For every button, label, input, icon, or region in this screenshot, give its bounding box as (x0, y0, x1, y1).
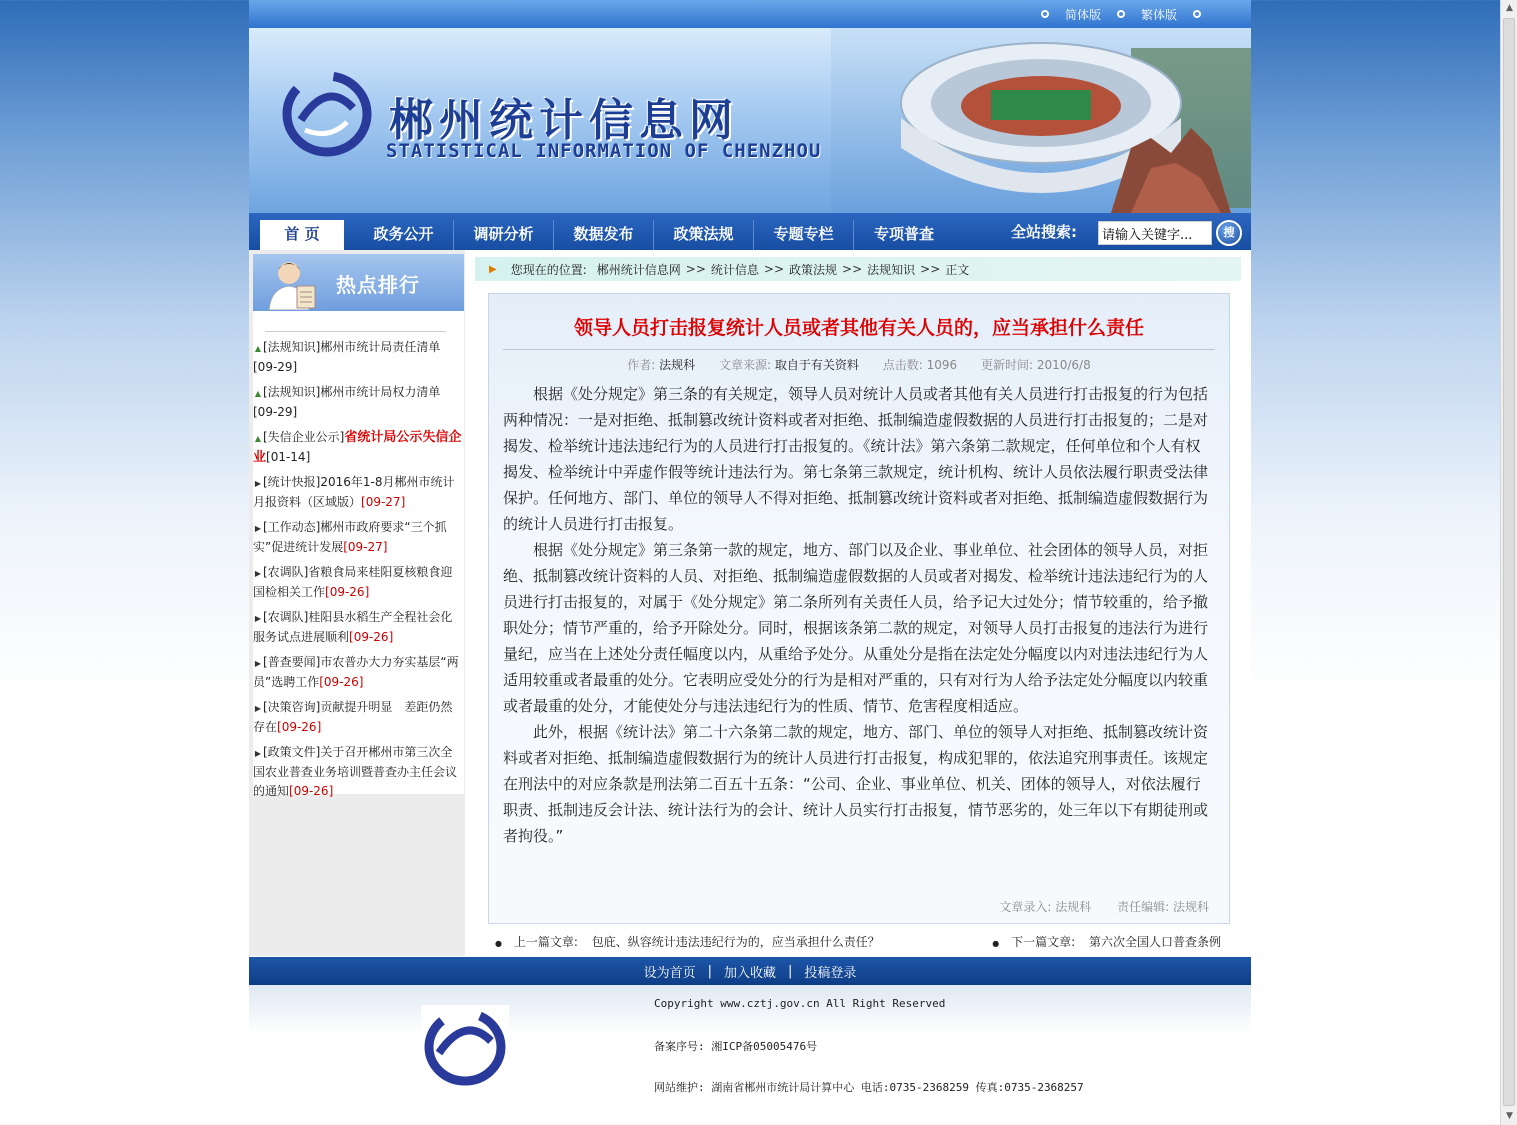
breadcrumb-law-knowledge[interactable]: 法规知识 (867, 262, 916, 277)
nav-policy[interactable]: 政策法规 (654, 220, 754, 250)
footer-sep: | (707, 963, 712, 979)
scroll-thumb[interactable] (1503, 18, 1515, 1106)
hot-ranking-item[interactable] (253, 473, 464, 518)
article-body (503, 381, 1209, 849)
hot-ranking-date: [09-26] (319, 675, 364, 689)
icp-number: 备案序号: 湘ICP备05005476号 (654, 1040, 818, 1053)
hot-ranking-item[interactable] (253, 743, 464, 807)
editor-label: 责任编辑: (1117, 900, 1170, 914)
triangle-up-icon: ▲ (254, 389, 262, 398)
hot-ranking-date: [09-26] (325, 585, 370, 599)
hot-ranking-item-text[interactable]: [决策咨询]贡献提升明显 差距仍然存在 (253, 700, 453, 734)
hot-ranking-list (253, 338, 464, 807)
breadcrumb-sep: >> (920, 262, 941, 276)
page-container (249, 0, 1251, 1108)
next-article-link[interactable]: 第六次全国人口普查条例 (1088, 935, 1221, 949)
hot-ranking-item-text[interactable]: [农调队]省粮食局来桂阳夏核粮食迎国检相关工作 (253, 565, 453, 599)
maintenance-info: 网站维护: 湖南省郴州市统计局计算中心 电话:0735-2368259 传真:0735-2368257 (654, 1081, 1084, 1094)
hot-ranking-item[interactable] (253, 563, 464, 608)
simplified-link[interactable]: 简体版 (1064, 7, 1101, 22)
hot-ranking-item-text[interactable]: [普查要闻]市农普办大力夯实基层“两员”选聘工作 (253, 655, 459, 689)
nav-research[interactable]: 调研分析 (454, 220, 554, 250)
hot-ranking-item-text[interactable]: [失信企业公示] (263, 430, 345, 444)
hot-ranking-item[interactable] (253, 518, 464, 563)
breadcrumb-prefix: 您现在的位置: (510, 262, 587, 277)
footer (249, 985, 1251, 1108)
nav-special-topics[interactable]: 专题专栏 (754, 220, 854, 250)
site-subtitle: STATISTICAL INFORMATION OF CHENZHOU (386, 140, 822, 162)
editor-person: 法规科 (1172, 900, 1209, 914)
hits-label: 点击数: (882, 358, 923, 372)
traditional-link[interactable]: 繁体版 (1140, 7, 1177, 22)
nav-census[interactable]: 专项普查 (873, 225, 934, 243)
hot-ranking-item-text[interactable]: [农调队]桂阳县水稻生产全程社会化服务试点进展顺利 (253, 610, 453, 644)
article-paragraph: 根据《处分规定》第三条第一款的规定，地方、部门以及企业、事业单位、社会团体的领导人员，对拒绝、抵制篡改统计资料的人员、对拒绝、抵制编造虚假数据的人员或者对揭发、检举统计违法违纪行为的人员进行打击报复的，对属于《处分规定》第二条所列有关责任人员，给予记大过处分；情节较重的，给予撤职处分；情节严重的，给予开除处分。同时，根据该条第二款的规定，对领导人员打击报复的违法行为进行量纪，应当在上述处分责任幅度以内，从重给予处分。从重处分是指在法定处分幅度以内对违法违纪行为人适用较重或者最重的处分。它表明应受处分的行为是相对严重的，只有对行为人给予法定处分幅度以内较重或者最重的处分，才能使处分与违法违纪行为的性质、情节、危害程度相适应。 (503, 541, 1209, 715)
article-box (488, 293, 1230, 924)
hot-ranking-date: [09-29] (253, 405, 298, 419)
article-meta (489, 356, 1229, 373)
divider (265, 331, 446, 332)
divider (503, 349, 1215, 350)
site-logo-icon (281, 70, 373, 158)
nav-home[interactable]: 首 页 (260, 220, 344, 250)
author-label: 作者: (627, 358, 656, 372)
hot-ranking-highlight[interactable]: 省统计局公示失信企业 (253, 430, 462, 465)
nav-data-release[interactable]: 数据发布 (554, 220, 654, 250)
hot-ranking-item-text[interactable]: [工作动态]郴州市政府要求“三个抓实”促进统计发展 (253, 520, 447, 554)
main-content (475, 257, 1241, 924)
article-paragraph: 根据《处分规定》第三条的有关规定，领导人员对统计人员或者其他有关人员进行打击报复的行为包括两种情况：一是对拒绝、抵制篡改统计资料或者对拒绝、抵制编造虚假数据的人员进行打击报复的；二是对揭发、检举统计违法违纪行为的人员进行打击报复的。《统计法》第六条第二款规定，任何单位和个人有权揭发、检举统计中弄虚作假等统计违法行为。第七条第三款规定，统计机构、统计人员依法履行职责受法律保护。任何地方、部门、单位的领导人不得对拒绝、抵制篡改统计资料或者对拒绝、抵制编造虚假数据行为的统计人员进行打击报复。 (503, 385, 1209, 533)
bullet-icon (1193, 10, 1201, 18)
hot-ranking-item[interactable] (253, 608, 464, 653)
breadcrumb-sep: >> (763, 262, 784, 276)
page-scrollbar[interactable] (1500, 0, 1517, 1125)
search-label: 全站搜索: (1011, 223, 1077, 241)
breadcrumb-current: 正文 (945, 262, 970, 277)
bullet-icon (1117, 10, 1125, 18)
person-icon (267, 258, 321, 310)
prev-article-link[interactable]: 包庇、纵容统计违法违纪行为的，应当承担什么责任？ (591, 935, 880, 949)
hot-ranking-title: 热点排行 (336, 273, 420, 297)
triangle-up-icon: ▲ (254, 434, 262, 443)
footer-logo-icon (421, 1005, 509, 1089)
article-paragraph: 此外，根据《统计法》第二十六条第二款的规定，地方、部门、单位的领导人对拒绝、抵制篡改统计资料或者对拒绝、抵制编造虚假数据行为的统计人员进行打击报复，构成犯罪的，依法追究刑事责任。该规定在刑法中的对应条款是刑法第二百五十五条：“公司、企业、事业单位、机关、团体的领导人，对依法履行职责、抵制违反会计法、统计法行为的会计、统计人员实行打击报复，情节恶劣的，处三年以下有期徒刑或者拘役。” (503, 723, 1209, 845)
hot-ranking-date: [09-26] (277, 720, 322, 734)
copyright: Copyright www.cztj.gov.cn All Right Reserved (654, 997, 946, 1010)
triangle-up-icon: ▲ (254, 344, 262, 353)
top-bar (249, 0, 1251, 28)
submit-login-link[interactable]: 投稿登录 (804, 965, 857, 981)
scroll-down-icon[interactable]: ▼ (1506, 1111, 1513, 1121)
search-button[interactable]: 搜 (1216, 220, 1242, 246)
triangle-right-icon: ▶ (254, 704, 262, 713)
footer-info (654, 997, 1084, 1120)
source-label: 文章来源: (718, 358, 772, 372)
triangle-right-icon: ▶ (254, 569, 262, 578)
set-homepage-link[interactable]: 设为首页 (643, 965, 696, 981)
hot-ranking-item-text[interactable]: [法规知识]郴州市统计局责任清单 (263, 340, 441, 354)
hot-ranking-item-text[interactable]: [法规知识]郴州市统计局权力清单 (263, 385, 441, 399)
breadcrumb-sep: >> (685, 262, 706, 276)
hot-ranking-date: [01-14] (266, 450, 311, 464)
triangle-right-icon: ▶ (254, 749, 262, 758)
site-banner (249, 28, 1251, 213)
hits-count: 1096 (926, 358, 958, 372)
location-arrow-icon: ▶ (489, 263, 497, 275)
footer-sep: | (788, 963, 793, 979)
stadium-image (831, 28, 1251, 213)
prev-article (495, 933, 880, 950)
source: 取自于有关资料 (774, 358, 859, 372)
author: 法规科 (659, 358, 696, 372)
breadcrumb-stats-info[interactable]: 统计信息 (710, 262, 759, 277)
search-input[interactable] (1098, 221, 1212, 245)
entry-label: 文章录入: (999, 900, 1052, 914)
hot-ranking-item-text[interactable]: [政策文件]关于召开郴州市第三次全国农业普查业务培训暨普查办主任会议的通知 (253, 745, 458, 798)
site-title: 郴州统计信息网 (389, 95, 739, 146)
updated-label: 更新时间: (980, 358, 1033, 372)
breadcrumb-home[interactable]: 郴州统计信息网 (596, 262, 681, 277)
hot-ranking-item[interactable] (253, 698, 464, 743)
hot-ranking-date: [09-26] (349, 630, 394, 644)
triangle-right-icon: ▶ (254, 659, 262, 668)
hot-ranking-date: [09-27] (343, 540, 388, 554)
article-credits (977, 898, 1209, 915)
bullet-icon: ● (495, 939, 502, 948)
hot-ranking-panel (253, 254, 464, 798)
entry-person: 法规科 (1055, 900, 1092, 914)
triangle-right-icon: ▶ (254, 614, 262, 623)
hot-ranking-header (253, 254, 464, 311)
bullet-icon (1041, 10, 1049, 18)
hot-ranking-item[interactable] (253, 653, 464, 698)
footer-links (249, 957, 1251, 985)
next-article (992, 933, 1221, 950)
scroll-up-icon[interactable]: ▲ (1506, 3, 1513, 13)
bullet-icon: ● (992, 939, 1000, 948)
hot-ranking-date: [09-27] (361, 495, 406, 509)
updated-date: 2010/6/8 (1036, 358, 1091, 372)
sidebar (249, 250, 465, 956)
breadcrumb-sep: >> (842, 262, 863, 276)
hot-ranking-item[interactable] (253, 383, 464, 428)
hot-ranking-item[interactable] (253, 338, 464, 383)
breadcrumb-policy[interactable]: 政策法规 (789, 262, 838, 277)
breadcrumb (475, 257, 1241, 281)
hot-ranking-date: [09-26] (289, 784, 334, 798)
prev-label: 上一篇文章: (513, 935, 578, 949)
triangle-right-icon: ▶ (254, 479, 262, 488)
nav-government-affairs[interactable]: 政务公开 (354, 220, 454, 250)
article-title: 领导人员打击报复统计人员或者其他有关人员的，应当承担什么责任 (573, 317, 1144, 339)
hot-ranking-date: [09-29] (253, 360, 298, 374)
next-label: 下一篇文章: (1011, 935, 1076, 949)
main-nav (249, 213, 1251, 250)
add-favorite-link[interactable]: 加入收藏 (723, 965, 776, 981)
hot-ranking-item[interactable] (253, 428, 464, 473)
hot-ranking-item-text[interactable]: [统计快报]2016年1-8月郴州市统计月报资料（区域版） (253, 475, 455, 509)
triangle-right-icon: ▶ (254, 524, 262, 533)
